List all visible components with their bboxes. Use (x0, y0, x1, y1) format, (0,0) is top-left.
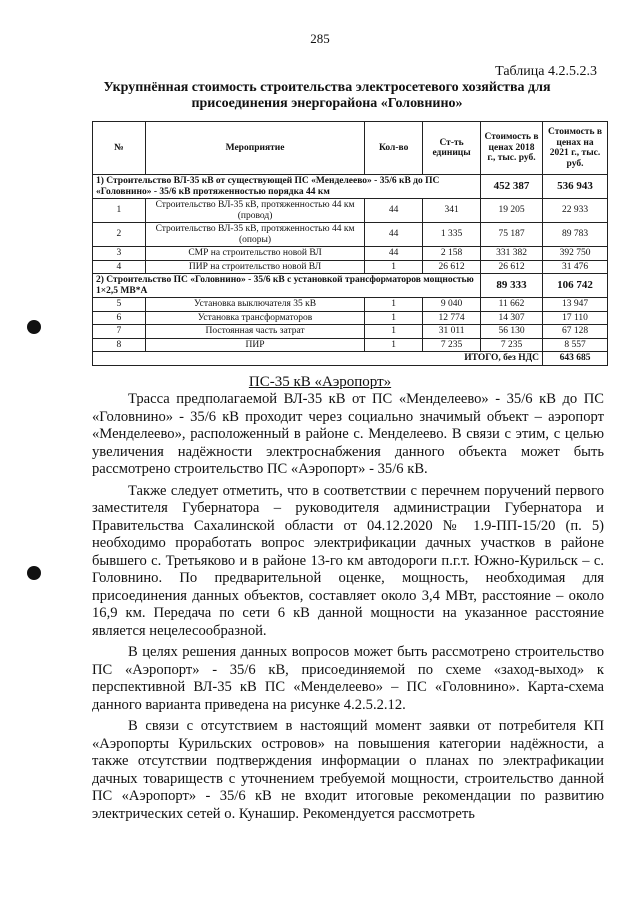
table-row (93, 260, 608, 274)
header-unit-cost: Ст-ть единицы (423, 122, 481, 175)
row-activity: Строительство ВЛ-35 кВ, протяженностью 44 км (опоры) (145, 223, 364, 247)
section-cost-2021: 536 943 (543, 175, 608, 199)
table-header-row (93, 122, 608, 175)
binder-hole-mark (27, 566, 41, 580)
row-cost-2018: 75 187 (481, 223, 543, 247)
paragraph: Трасса предполагаемой ВЛ-35 кВ от ПС «Менделеево» - 35/6 кВ до ПС «Головнино» - 35/6 кВ проходит через социально значимый объект – аэропорт «Менделеево», расположенный в районе с. Менделеево. В связи с этим, с целью увеличения надёжности электроснабжения данного объекта может быть рассмотрено строительство ПС «Аэропорт» - 35/6 кВ. (92, 391, 604, 477)
row-cost-2021: 22 933 (543, 199, 608, 223)
section-heading: ПС-35 кВ «Аэропорт» (248, 374, 392, 390)
paragraph: Также следует отметить, что в соответствии с перечнем поручений первого заместителя Губернатора – руководителя администрации Губернатора и Правительства Сахалинской области от 04.12.2020 № 1.9-ПП-15/20 (п. 5) необходимо проработать вопрос электрификации дачных участков в районе бывшего с. Третьяково и в районе 13-го км автодороги п.г.т. Южно-Курильск – с. Головнино. По предварительной оценке, мощность, необходимая для присоединения данных объектов, составляет около 3,4 МВт, расстояние – около 16,9 км. Передача по сети 6 кВ данной мощности на указанное расстояние является нецелесообразной. (92, 482, 604, 639)
row-unit-cost: 1 335 (423, 223, 481, 247)
row-unit-cost: 341 (423, 199, 481, 223)
row-qty: 1 (365, 298, 423, 312)
section-cost-2018: 89 333 (481, 274, 543, 298)
row-qty: 1 (365, 260, 423, 274)
section-title: 1) Строительство ВЛ-35 кВ от существующей ПС «Менделеево» - 35/6 кВ до ПС «Головнино» - 35/6 кВ протяженностью порядка 44 км (93, 175, 481, 199)
row-qty: 44 (365, 199, 423, 223)
row-cost-2021: 67 128 (543, 325, 608, 339)
table-reference: Таблица 4.2.5.2.3 (495, 64, 597, 79)
row-cost-2018: 7 235 (481, 338, 543, 352)
row-activity: Установка трансформаторов (145, 311, 364, 325)
row-qty: 44 (365, 247, 423, 261)
row-cost-2018: 26 612 (481, 260, 543, 274)
row-cost-2021: 17 110 (543, 311, 608, 325)
paragraph: В целях решения данных вопросов может быть рассмотрено строительство ПС «Аэропорт» - 35/6 кВ, присоединяемой по схеме «заход-выход» к перспективной ВЛ-35 кВ ПС «Менделеево» – ПС «Головнино». Карта-схема данного варианта приведена на рисунке 4.2.5.2.12. (92, 644, 604, 713)
row-activity: Установка выключателя 35 кВ (145, 298, 364, 312)
row-cost-2018: 56 130 (481, 325, 543, 339)
page-number: 285 (310, 31, 330, 46)
row-qty: 44 (365, 223, 423, 247)
row-cost-2021: 89 783 (543, 223, 608, 247)
paragraph: В связи с отсутствием в настоящий момент заявки от потребителя КП «Аэропорты Курильских островов» на повышения категории надёжности, а также отсутствии подтверждения информации о планах по электрафикации дачных товариществ с уточнением требуемой мощности, строительство данной ПС «Аэропорт» - 35/6 кВ не входит итоговые рекомендации по развитию электрических сетей о. Кунашир. Рекомендуется рассмотреть (92, 718, 604, 822)
row-cost-2018: 331 382 (481, 247, 543, 261)
total-label: ИТОГО, без НДС (93, 352, 543, 366)
row-num: 7 (93, 325, 146, 339)
row-num: 2 (93, 223, 146, 247)
header-cost-2018: Стоимость в ценах 2018 г., тыс. руб. (481, 122, 543, 175)
total-value: 643 685 (543, 352, 608, 366)
row-activity: Строительство ВЛ-35 кВ, протяженностью 44 км (провод) (145, 199, 364, 223)
header-qty: Кол-во (365, 122, 423, 175)
row-unit-cost: 2 158 (423, 247, 481, 261)
section-row (93, 274, 608, 298)
row-qty: 1 (365, 311, 423, 325)
row-cost-2018: 19 205 (481, 199, 543, 223)
row-qty: 1 (365, 325, 423, 339)
cost-table (92, 121, 608, 366)
row-activity: СМР на строительство новой ВЛ (145, 247, 364, 261)
table-row (93, 199, 608, 223)
table-row (93, 223, 608, 247)
header-cost-2021: Стоимость в ценах на 2021 г., тыс. руб. (543, 122, 608, 175)
row-qty: 1 (365, 338, 423, 352)
section-title: 2) Строительство ПС «Головнино» - 35/6 кВ с установкой трансформаторов мощностью 1×2,5 МВ*А (93, 274, 481, 298)
section-cost-2021: 106 742 (543, 274, 608, 298)
row-cost-2021: 392 750 (543, 247, 608, 261)
row-unit-cost: 26 612 (423, 260, 481, 274)
row-unit-cost: 12 774 (423, 311, 481, 325)
table-row (93, 338, 608, 352)
table-row (93, 298, 608, 312)
row-activity: ПИР на строительство новой ВЛ (145, 260, 364, 274)
table-row (93, 311, 608, 325)
row-cost-2021: 31 476 (543, 260, 608, 274)
table-row (93, 325, 608, 339)
body-text (92, 391, 604, 827)
row-num: 6 (93, 311, 146, 325)
row-num: 4 (93, 260, 146, 274)
row-num: 1 (93, 199, 146, 223)
row-activity: ПИР (145, 338, 364, 352)
row-cost-2021: 13 947 (543, 298, 608, 312)
binder-hole-mark (27, 320, 41, 334)
row-cost-2021: 8 557 (543, 338, 608, 352)
section-cost-2018: 452 387 (481, 175, 543, 199)
row-unit-cost: 7 235 (423, 338, 481, 352)
row-unit-cost: 9 040 (423, 298, 481, 312)
row-cost-2018: 14 307 (481, 311, 543, 325)
section-row (93, 175, 608, 199)
header-num: № (93, 122, 146, 175)
row-cost-2018: 11 662 (481, 298, 543, 312)
row-activity: Постоянная часть затрат (145, 325, 364, 339)
table-row (93, 247, 608, 261)
row-num: 3 (93, 247, 146, 261)
table-title: Укрупнённая стоимость строительства электросетевого хозяйства для присоединения энергорайона «Головнино» (103, 80, 551, 111)
header-activity: Мероприятие (145, 122, 364, 175)
row-unit-cost: 31 011 (423, 325, 481, 339)
row-num: 8 (93, 338, 146, 352)
row-num: 5 (93, 298, 146, 312)
total-row (93, 352, 608, 366)
